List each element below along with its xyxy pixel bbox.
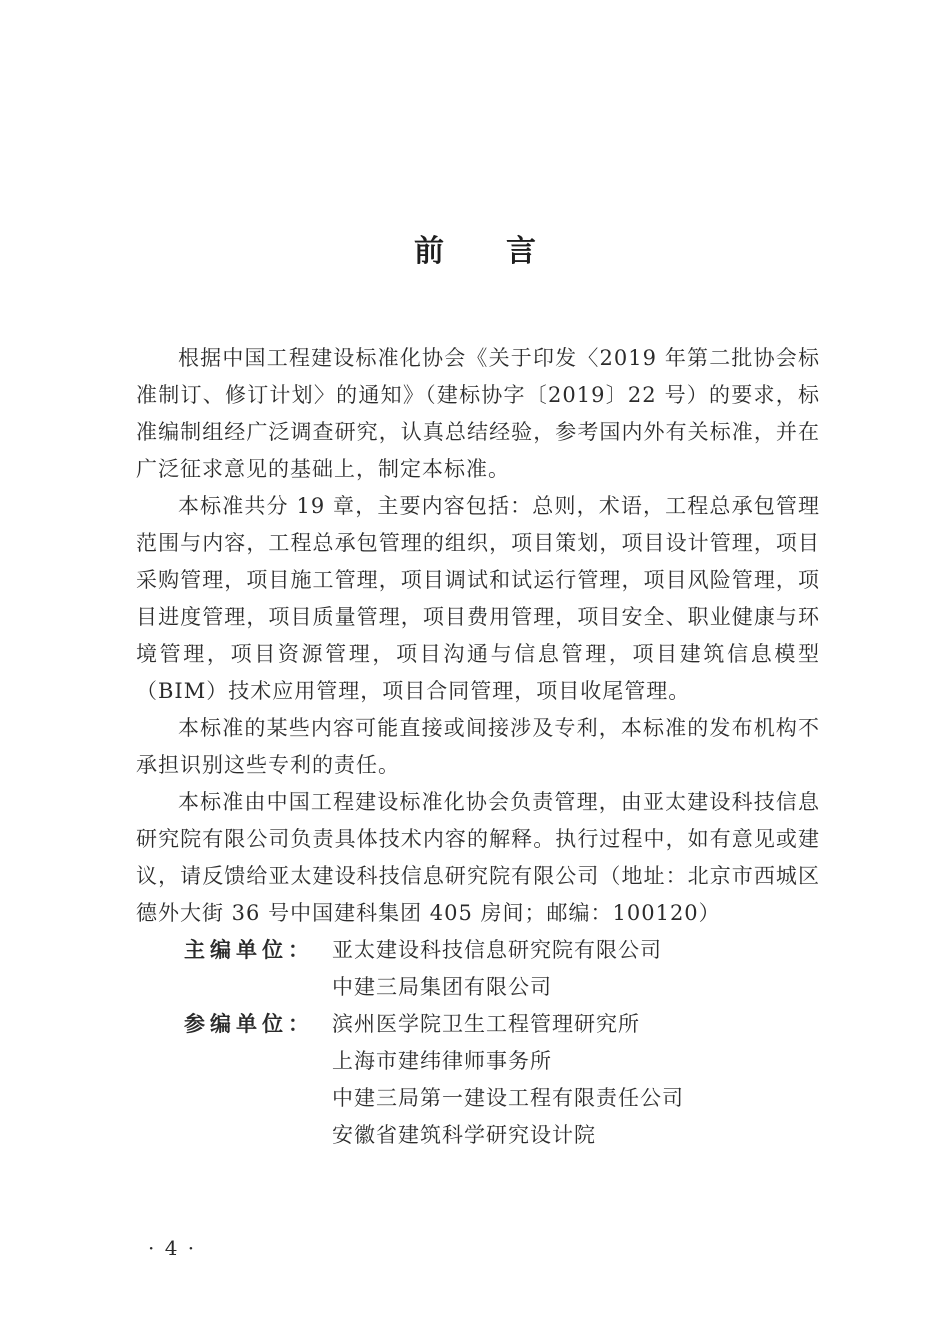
participating-unit-item: 滨州医学院卫生工程管理研究所 [332,1012,640,1036]
chief-unit-item: 亚太建设科技信息研究院有限公司 [332,938,662,962]
title-char-1: 前 [414,234,444,269]
preface-body [136,340,820,1154]
chief-unit-item: 中建三局集团有限公司 [332,975,552,999]
participating-unit-item: 中建三局第一建设工程有限责任公司 [332,1086,684,1110]
paragraph-patent: 本标准的某些内容可能直接或间接涉及专利，本标准的发布机构不承担识别这些专利的责任。 [136,716,820,777]
page-number: · 4 · [148,1236,197,1260]
chief-units-label: 主编单位： [184,938,314,962]
participating-units-list [332,1006,820,1154]
page-title [0,226,950,270]
paragraph-contents: 本标准共分 19 章，主要内容包括：总则，术语，工程总承包管理范围与内容，工程总承包管理的组织，项目策划，项目设计管理，项目采购管理，项目施工管理，项目调试和试运行管理，项目风险管理，项目进度管理，项目质量管理，项目费用管理，项目安全、职业健康与环境管理，项目资源管理，项目沟通与信息管理，项目建筑信息模型（BIM）技术应用管理，项目合同管理，项目收尾管理。 [136,494,820,703]
paragraph-management: 本标准由中国工程建设标准化协会负责管理，由亚太建设科技信息研究院有限公司负责具体技术内容的解释。执行过程中，如有意见或建议，请反馈给亚太建设科技信息研究院有限公司（地址：北京市西城区德外大街 36 号中国建科集团 405 房间；邮编：100120） [136,790,820,925]
chief-units-row [136,932,820,1006]
title-char-2: 言 [506,234,536,269]
units-section [136,932,820,1154]
chief-units-list [332,932,820,1006]
participating-unit-item: 上海市建纬律师事务所 [332,1049,552,1073]
paragraph-basis: 根据中国工程建设标准化协会《关于印发〈2019 年第二批协会标准制订、修订计划〉的通知》（建标协字〔2019〕22 号）的要求，标准编制组经广泛调查研究，认真总结经验，参考国内外有关标准，并在广泛征求意见的基础上，制定本标准。 [136,346,820,481]
participating-units-label: 参编单位： [184,1012,314,1036]
participating-units-row [136,1006,820,1154]
participating-unit-item: 安徽省建筑科学研究设计院 [332,1123,596,1147]
